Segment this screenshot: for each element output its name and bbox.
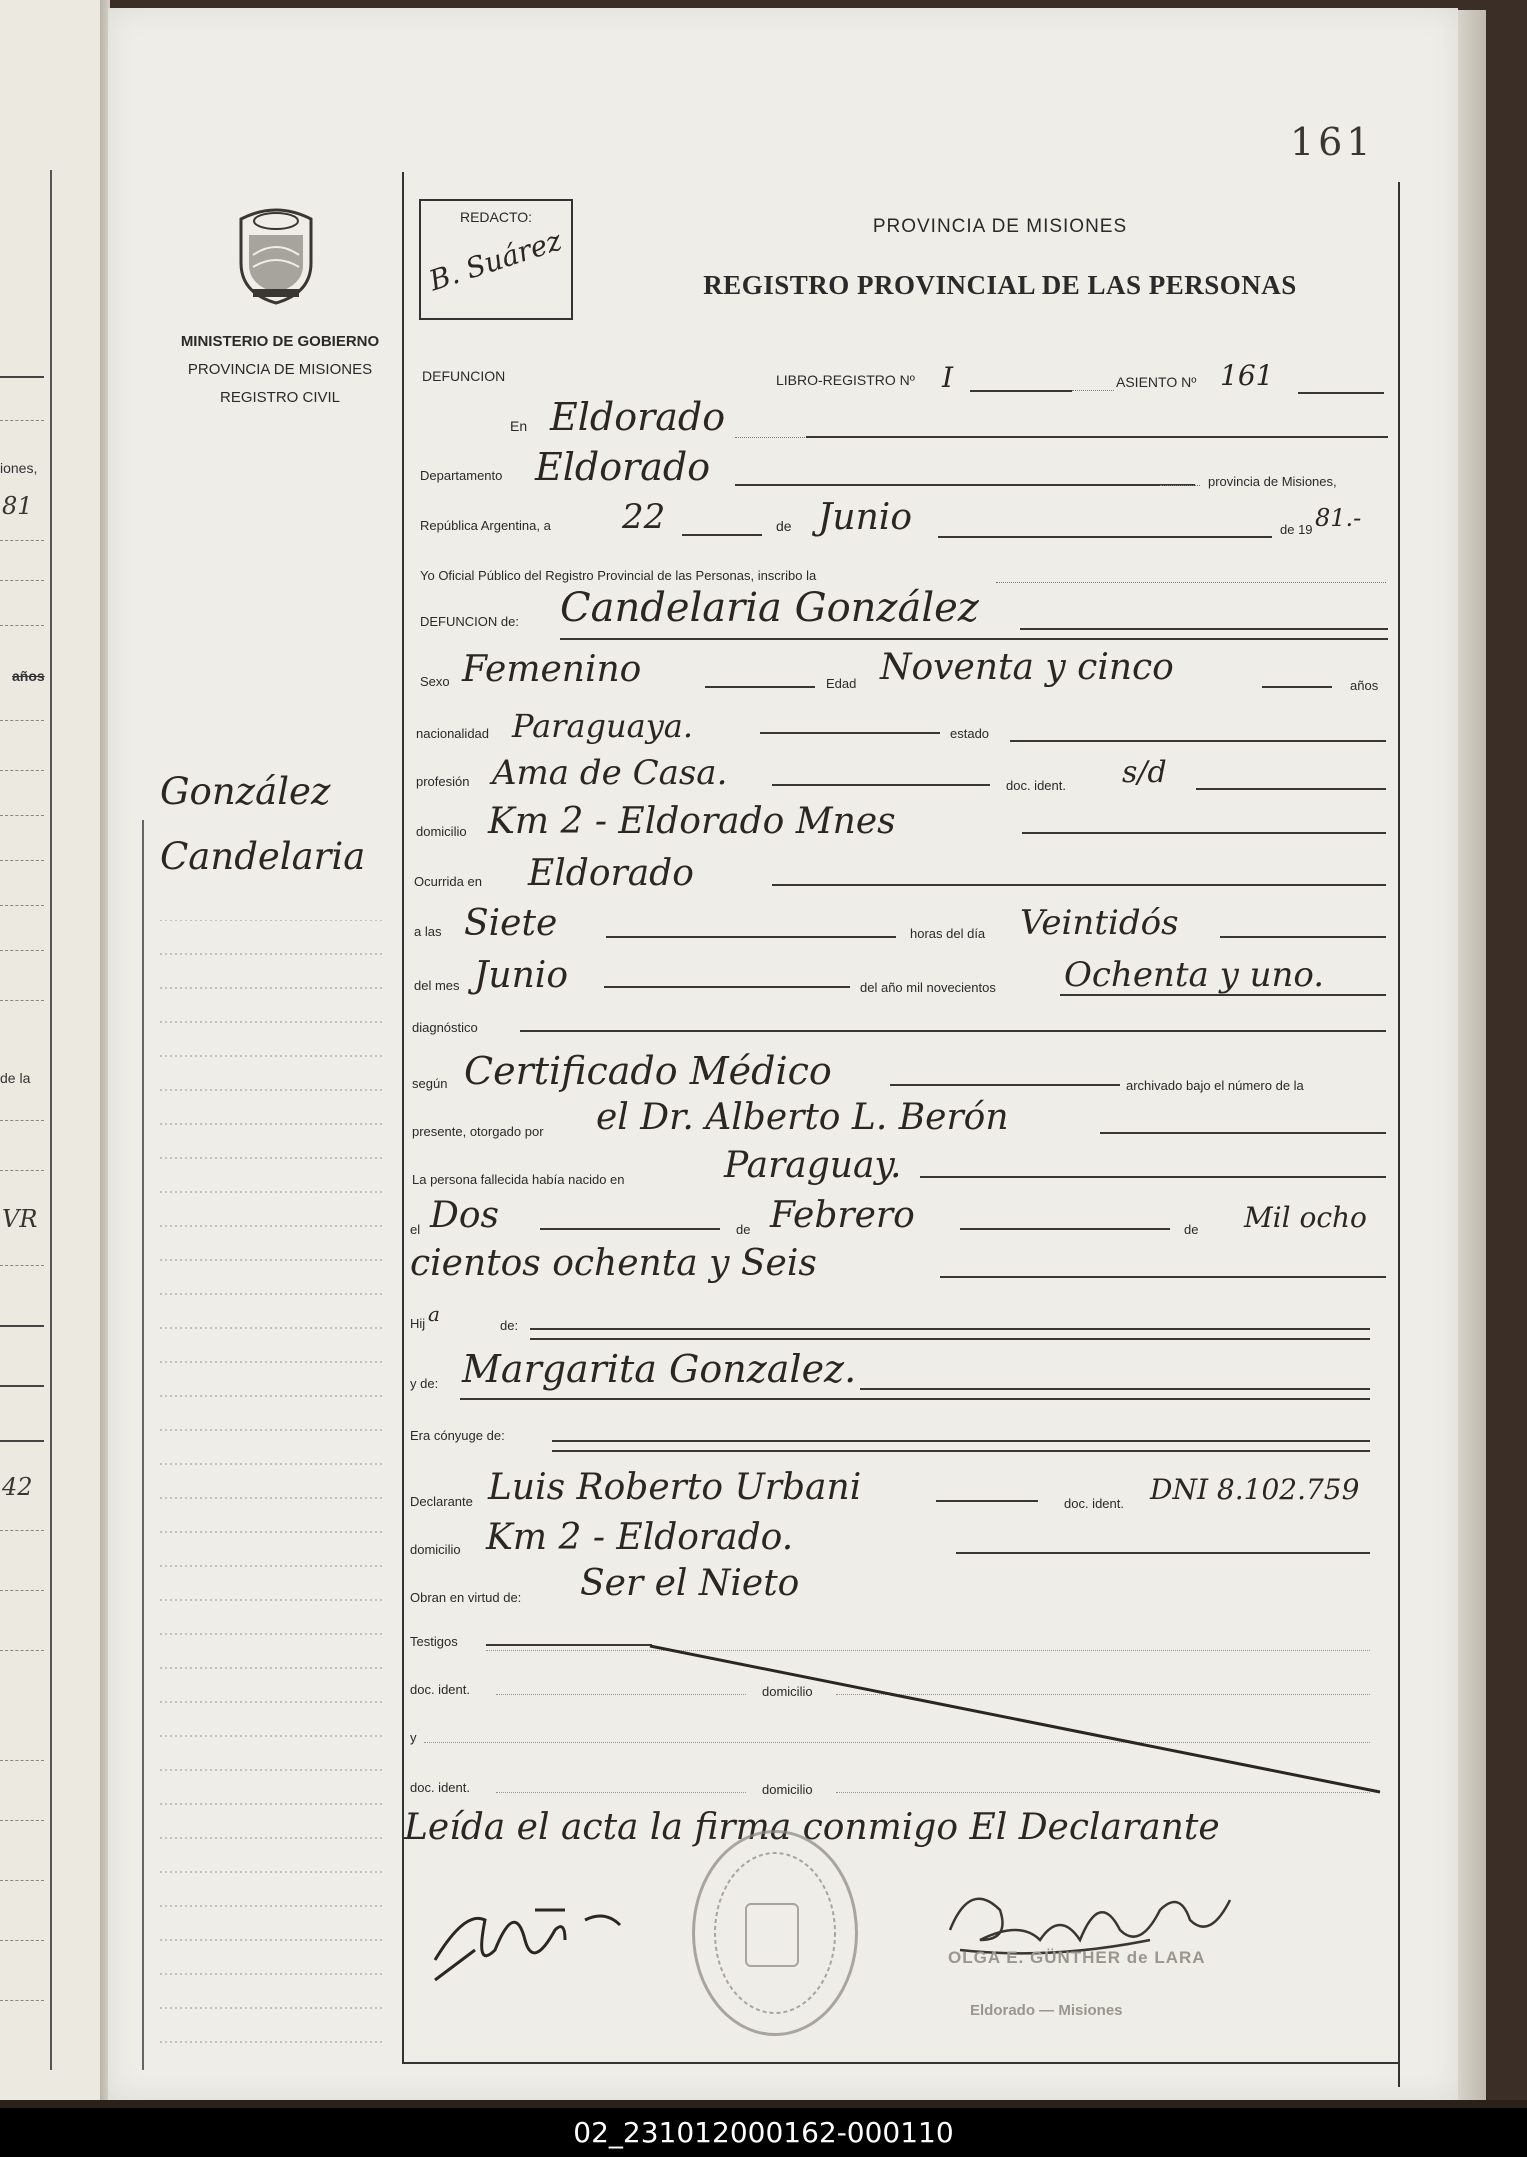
left-page-line [0, 376, 44, 378]
left-page-line [0, 720, 44, 721]
officer-place: Eldorado — Misiones [970, 2002, 1123, 2019]
field-label: Sexo [420, 674, 450, 689]
field-label: doc. ident. [1006, 778, 1066, 793]
field-label: Testigos [410, 1634, 458, 1649]
frame-line [1398, 182, 1400, 2087]
birth-year-value-cont: cientos ochenta y Seis [410, 1243, 817, 1284]
fill-line [552, 1450, 1370, 1452]
left-page-line [0, 1000, 44, 1001]
book-cover-edge [0, 2100, 1527, 2108]
field-label: años [1350, 678, 1379, 693]
frame-line [402, 2062, 1398, 2064]
fill-line [760, 732, 940, 734]
fill-line [682, 534, 762, 536]
fill-line [1298, 392, 1384, 394]
fill-line [604, 986, 850, 988]
profession-value: Ama de Casa. [492, 753, 728, 793]
field-label: del año mil novecientos [860, 980, 996, 995]
left-page-line [0, 540, 44, 541]
field-label: del mes [414, 978, 460, 993]
field-label: de: [500, 1318, 519, 1333]
birthplace-value: Paraguay. [724, 1145, 902, 1186]
left-page-line [0, 1880, 44, 1881]
margin-name [160, 770, 366, 903]
field-label: doc. ident. [410, 1682, 470, 1697]
fill-line [1196, 788, 1386, 790]
age-value: Noventa y cinco [880, 647, 1174, 688]
left-page-fragment: de la [0, 1070, 31, 1086]
left-page-line [0, 1325, 44, 1327]
margin-surname: González [160, 770, 331, 813]
margin-given-name: Candelaria [160, 835, 366, 878]
birth-day-value: Dos [430, 1195, 500, 1236]
year-value: 81.- [1315, 504, 1362, 532]
fill-line [520, 1030, 1386, 1032]
field-label: profesión [416, 774, 470, 789]
page-number: 161 [1290, 120, 1375, 164]
fill-line [1020, 628, 1388, 630]
entry-value: 161 [1220, 359, 1274, 392]
official-statement: Yo Oficial Público del Registro Provincial de las Personas, inscribo la [420, 568, 817, 583]
fill-line [552, 1440, 1370, 1442]
fill-line [460, 1398, 1370, 1400]
left-page-fragment: iones, [0, 460, 38, 476]
margin-ruling [160, 920, 390, 2060]
fill-line [956, 1552, 1370, 1554]
page-edge [1456, 10, 1486, 2100]
file-id: 02_231012000162-000110 [573, 2116, 954, 2149]
left-page-line [0, 1650, 44, 1651]
redacto-box [419, 199, 573, 320]
certificate-value: Certificado Médico [464, 1049, 832, 1093]
fill-line [920, 1176, 1386, 1178]
closing-statement: Leída el acta la firma conmigo El Declarante [404, 1807, 1220, 1848]
fill-line [1220, 936, 1386, 938]
redacto-name: B. Suárez [425, 223, 566, 298]
left-page-fragment: años [12, 668, 45, 684]
declarant-address: Km 2 - Eldorado. [486, 1517, 794, 1558]
declarant-name: Luis Roberto Urbani [488, 1467, 862, 1508]
deceased-name: Candelaria González [560, 585, 979, 631]
official-stamp [692, 1830, 858, 2036]
province-title: PROVINCIA DE MISIONES [872, 216, 1128, 237]
fill-line [1072, 390, 1114, 391]
fill-line [1060, 994, 1386, 996]
month-value: Junio [818, 497, 912, 538]
nationality-value: Paraguaya. [512, 707, 694, 745]
fill-line [970, 390, 1072, 392]
field-label: a las [414, 924, 442, 939]
fill-line [806, 436, 1388, 438]
fill-line [938, 536, 1272, 538]
coat-of-arms-icon [233, 205, 319, 305]
left-page-line [0, 420, 44, 421]
field-label: Era cónyuge de: [410, 1428, 505, 1443]
fill-line [936, 1500, 1038, 1502]
left-page-fragment: VR [2, 1205, 38, 1233]
hour-value: Siete [464, 903, 558, 944]
left-page-line [0, 1120, 44, 1121]
place-value: Eldorado [550, 395, 726, 439]
address-value: Km 2 - Eldorado Mnes [488, 801, 896, 842]
declarant-signature [415, 1880, 635, 1995]
field-label: nacionalidad [416, 726, 490, 741]
field-label: La persona fallecida había nacido en [412, 1172, 625, 1187]
left-page-line [0, 905, 44, 906]
left-page-line [0, 1940, 44, 1941]
fill-line [1100, 1132, 1386, 1134]
field-label: Departamento [420, 468, 503, 483]
day-word-value: Veintidós [1020, 903, 1179, 943]
birth-year-value: Mil ocho [1244, 1201, 1367, 1234]
left-page-line [0, 770, 44, 771]
field-label: y [410, 1730, 417, 1745]
fill-line [940, 1276, 1386, 1278]
field-label: En [510, 418, 528, 434]
occurrence-place: Eldorado [528, 853, 694, 894]
field-label: Obran en virtud de: [410, 1590, 522, 1605]
reason-value: Ser el Nieto [580, 1563, 800, 1604]
field-label: provincia de Misiones, [1208, 474, 1337, 489]
left-page-fragment: 81 [2, 492, 33, 520]
fill-line [1010, 740, 1386, 742]
left-page-line [0, 1530, 44, 1531]
field-label: domicilio [762, 1684, 813, 1699]
book-value: I [942, 361, 954, 394]
left-page-line [0, 2000, 44, 2001]
fill-line [735, 484, 1195, 486]
ministry-province: PROVINCIA DE MISIONES [187, 361, 373, 378]
sex-value: Femenino [462, 649, 642, 690]
document-value: s/d [1122, 755, 1167, 790]
left-page-line [0, 1590, 44, 1591]
department-value: Eldorado [535, 445, 711, 489]
fill-line [1262, 686, 1332, 688]
left-page-edge [0, 0, 100, 2100]
officer-name: OLGA E. GÜNTHER de LARA [948, 1948, 1206, 1967]
fill-line [772, 884, 1386, 886]
book-label: LIBRO-REGISTRO Nº [776, 372, 915, 388]
file-id-bar [0, 2108, 1527, 2157]
left-page-line [0, 950, 44, 951]
ministry-title: MINISTERIO DE GOBIERNO [180, 333, 380, 350]
fill-line [1160, 485, 1200, 486]
field-label: doc. ident. [410, 1780, 470, 1795]
fill-line [960, 1228, 1170, 1230]
left-page-line [0, 860, 44, 861]
hijo-suffix: a [428, 1302, 440, 1326]
field-label: domicilio [410, 1542, 461, 1557]
field-label: de [776, 518, 792, 534]
field-label: Ocurrida en [414, 874, 482, 889]
doctor-value: el Dr. Alberto L. Berón [596, 1097, 1009, 1138]
left-page-line [0, 1440, 44, 1442]
field-label: domicilio [416, 824, 467, 839]
ministry-block [160, 328, 400, 412]
death-month-value: Junio [474, 955, 568, 996]
redacto-label: REDACTO: [459, 209, 533, 225]
field-label: Declarante [410, 1494, 473, 1509]
field-label: estado [950, 726, 990, 741]
fill-line [1022, 832, 1386, 834]
entry-label: ASIENTO Nº [1116, 374, 1197, 390]
field-label: archivado bajo el número de la [1126, 1078, 1304, 1093]
fill-line [772, 784, 990, 786]
field-label: horas del día [910, 926, 986, 941]
left-page-line [0, 625, 44, 626]
field-label: DEFUNCION de: [420, 614, 519, 629]
fill-line [705, 686, 815, 688]
left-page-line [0, 580, 44, 581]
fill-line [735, 437, 805, 438]
cancel-line [400, 1630, 1390, 1800]
fill-line [560, 638, 1388, 640]
left-page-line [0, 1385, 44, 1387]
left-page-line [0, 815, 44, 816]
act-type-label: DEFUNCION [422, 368, 506, 384]
field-label: de 19 [1280, 522, 1313, 537]
fill-line [996, 582, 1386, 583]
field-label: presente, otorgado por [412, 1124, 544, 1139]
field-label: y de: [410, 1376, 439, 1391]
field-label: diagnóstico [412, 1020, 478, 1035]
birth-month-value: Febrero [770, 1195, 915, 1236]
frame-line [142, 820, 144, 2070]
left-page-line [0, 1760, 44, 1761]
civil-registry-label: REGISTRO CIVIL [219, 389, 341, 406]
fill-line [606, 936, 896, 938]
field-label: República Argentina, a [420, 518, 551, 533]
fill-line [540, 1228, 720, 1230]
fill-line [530, 1338, 1370, 1340]
fill-line [530, 1328, 1370, 1330]
field-label: Edad [826, 676, 857, 691]
field-label: de [736, 1222, 751, 1237]
day-value: 22 [622, 497, 666, 537]
fill-line [890, 1084, 1120, 1086]
fill-line [860, 1388, 1370, 1390]
field-label: domicilio [762, 1782, 813, 1797]
left-page-line [0, 1820, 44, 1821]
field-label: doc. ident. [1064, 1496, 1124, 1511]
field-label: de [1184, 1222, 1199, 1237]
declarant-document: DNI 8.102.759 [1150, 1473, 1360, 1506]
left-page-fragment: 42 [2, 1473, 33, 1501]
left-page-line [0, 1265, 44, 1266]
left-page-line [0, 1170, 44, 1171]
left-page-rule [50, 170, 52, 2070]
death-year-value: Ochenta y uno. [1064, 955, 1325, 995]
field-label: según [412, 1076, 448, 1091]
mother-name: Margarita Gonzalez. [462, 1347, 857, 1391]
field-label: Hij [410, 1316, 426, 1331]
registry-title: REGISTRO PROVINCIAL DE LAS PERSONAS [703, 270, 1297, 300]
field-label: el [410, 1222, 421, 1237]
